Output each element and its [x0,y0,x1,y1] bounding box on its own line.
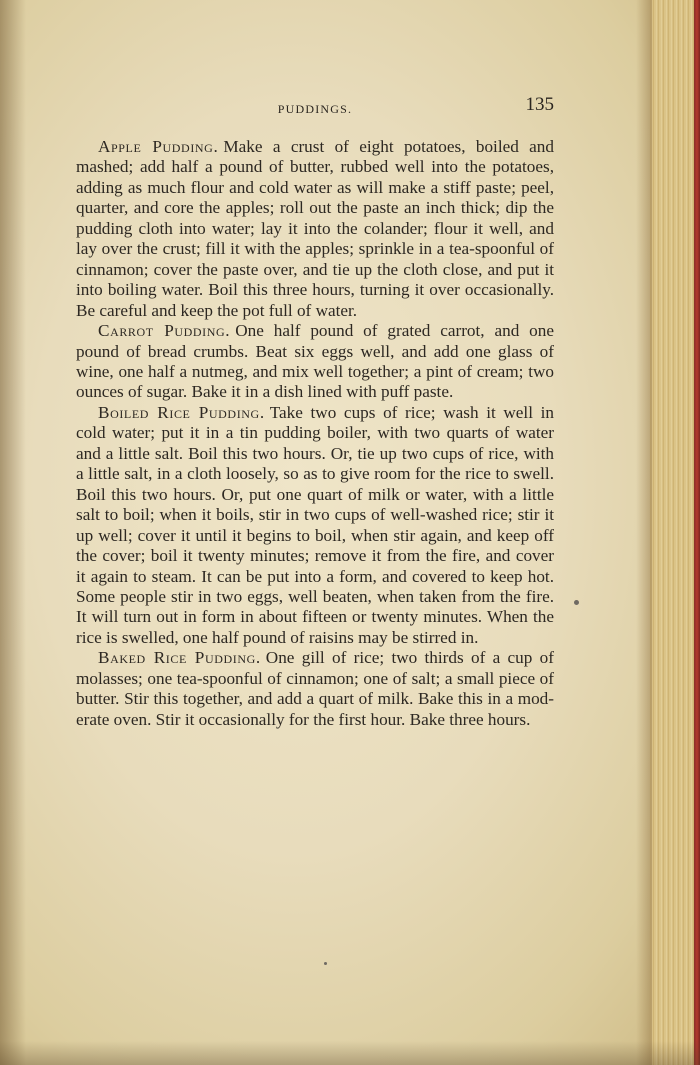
recipe-title: Boiled Rice Pudding. [98,402,265,422]
recipe-text: One gill of rice; two thirds of a cup of molasses; one tea-spoonful of cinnamon; one of salt; a small piece of butter. Stir this together, and add a quart of milk. Bake this in a moderate oven. Stir it occasionally for the first hour. Bake three hours. [76,648,554,729]
recipe-boiled-rice-pudding [76,403,554,648]
page-edges [650,0,700,1065]
page-body [76,137,554,730]
page-number: 135 [525,94,554,115]
recipe-text: Take two cups of rice; wash it well in cold water; put it in a tin pudding boiler, with two quarts of water and a little salt. Boil this two hours. Or, tie up two cups of rice, with a little salt, in a cloth loosely, so as to give room for the rice to swell. Boil this two hours. Or, put one quart of milk or water, with a little salt to boil; when it boils, stir in two cups of well-washed rice; stir it up well; cover it until it begins to boil, when stir again, and keep off the cover; boil it twenty minutes; remove it from the fire, and cover it again to steam. It can be put into a form, and covered to keep hot. Some people stir in two eggs, well beaten, when taken from the fire. It will turn out in form in about fifteen or twenty minutes. When the rice is swelled, one half pound of raisins may be stirred in. [76,402,554,647]
recipe-text: Make a crust of eight potatoes, boiled and mashed; add half a pound of butter, rubbed well into the potatoes, adding as much flour and cold water as will make a stiff paste; peel, quarter, and core the apples; roll out the paste an inch thick; dip the pudding cloth into water; lay it into the colander; flour it well, and lay over the crust; fill it with the apples; sprinkle in a tea-spoonful of cinnamon; cover the paste over, and tie up the cloth close, and put it into boiling water. Boil this three hours, turning it over occasionally. Be careful and keep the pot full of water. [76,137,554,320]
recipe-baked-rice-pudding [76,648,554,730]
bottom-shadow [0,1041,700,1065]
paper-speck [324,962,327,965]
running-head: PUDDINGS. [277,102,353,116]
page-header [76,94,554,118]
recipe-carrot-pudding [76,321,554,403]
recipe-title: Baked Rice Pudding. [98,648,261,668]
recipe-title: Apple Pudding. [98,137,219,156]
recipe-title: Carrot Pudding. [98,321,231,341]
recipe-apple-pudding [76,137,554,321]
gutter-shadow [0,0,26,1065]
paper-speck [574,600,579,605]
book-cover-edge [694,0,700,1065]
recipe-text: One half pound of grated carrot, and one pound of bread crumbs. Beat six eggs well, and add one glass of wine, one half a nutmeg, and mix well together; a pint of cream; two ounces of sugar. Bake it in a dish lined with puff paste. [76,321,554,402]
